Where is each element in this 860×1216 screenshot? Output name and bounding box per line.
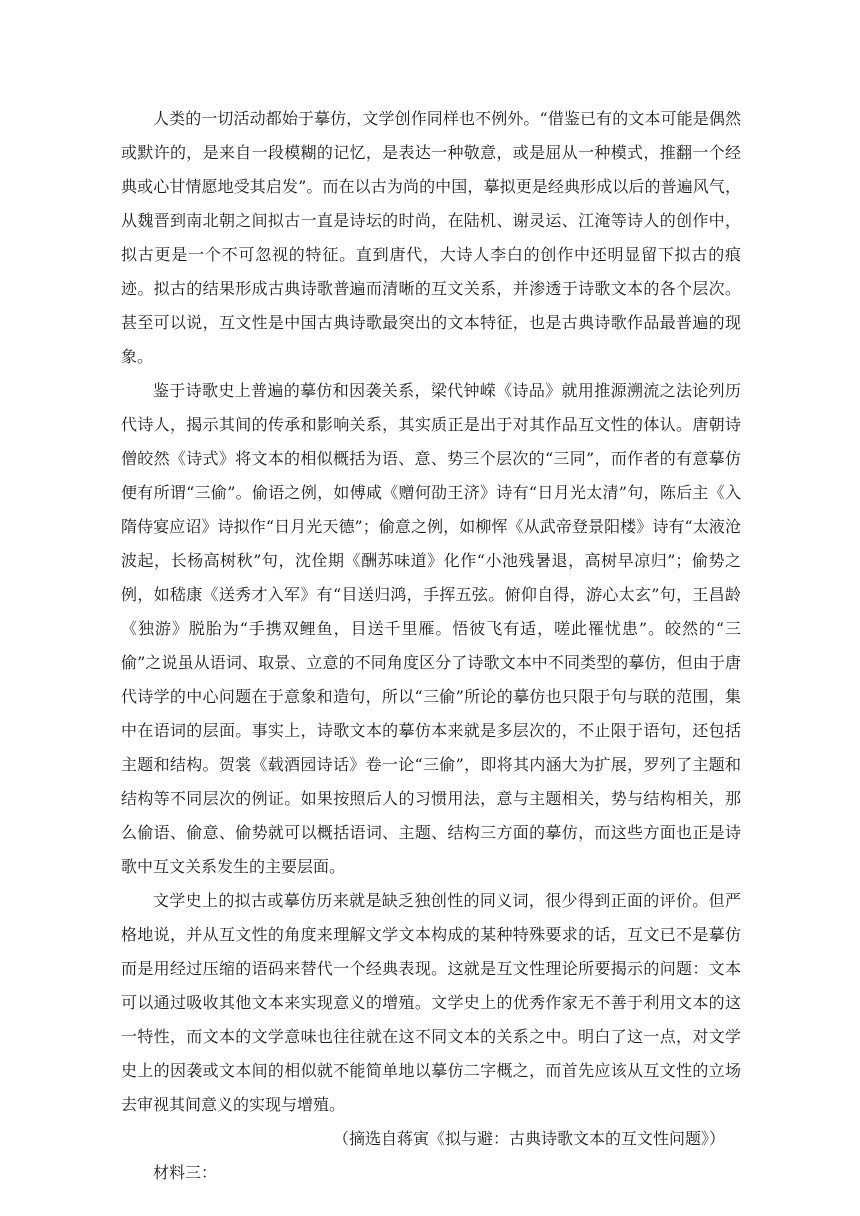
- paragraph-3: 文学史上的拟古或摹仿历来就是缺乏独创性的同义词，很少得到正面的评价。但严格地说，并从互文性的角度来理解文学文本构成的某种特殊要求的话，互文已不是摹仿而是用经过压缩的语码来替代一个经典表现。这就是互文性理论所要揭示的问题：文本可以通过吸收其他文本来实现意义的增殖。文学史上的优秀作家无不善于利用文本的这一特性，而文本的文学意味也往往就在这不同文本的关系之中。明白了这一点，对文学史上的因袭或文本间的相似就不能简单地以摹仿二字概之，而首先应该从互文性的立场去审视其间意义的实现与增殖。: [121, 891, 741, 1114]
- paragraph-2: 鉴于诗歌史上普遍的摹仿和因袭关系，梁代钟嵘《诗品》就用推源溯流之法论列历代诗人，揭示其间的传承和影响关系，其实质正是出于对其作品互文性的体认。唐朝诗僧皎然《诗式》将文本的相似概括为语、意、势三个层次的“三同”，而作者的有意摹仿便有所谓“三偷”。偷语之例，如傅咸《赠何劭王济》诗有“日月光太清”句，陈后主《入隋侍宴应诏》诗拟作“日月光天德”；偷意之例，如柳恽《从武帝登景阳楼》诗有“太液沧波起，长杨高树秋”句，沈佺期《酬苏味道》化作“小池残暑退，高树早凉归”；偷势之例，如嵇康《送秀才入军》有“目送归鸿，手挥五弦。俯仰自得，游心太玄”句，王昌龄《独游》脱胎为“手携双鲤鱼，目送千里雁。悟彼飞有适，嗟此罹忧患”。皎然的“三偷”之说虽从语词、取景、立意的不同角度区分了诗歌文本中不同类型的摹仿，但由于唐代诗学的中心问题在于意象和造句，所以“三偷”所论的摹仿也只限于句与联的范围，集中在语词的层面。事实上，诗歌文本的摹仿本来就是多层次的，不止限于语句，还包括主题和结构。贺裳《载酒园诗话》卷一论“三偷”，即将其内涵大为扩展，罗列了主题和结构等不同层次的例证。如果按照后人的习惯用法，意与主题相关，势与结构相关，那么偷语、偷意、偷势就可以概括语词、主题、结构三方面的摹仿，而这些方面也正是诗歌中互文关系发生的主要层面。: [121, 381, 741, 876]
- material-label: 材料三：: [153, 1163, 218, 1182]
- paragraph-1: 人类的一切活动都始于摹仿，文学创作同样也不例外。“借鉴已有的文本可能是偶然或默许的，是来自一段模糊的记忆，是表达一种敬意，或是屈从一种模式，推翻一个经典或心甘情愿地受其启发”。而在以古为尚的中国，摹拟更是经典形成以后的普遍风气，从魏晋到南北朝之间拟古一直是诗坛的时尚，在陆机、谢灵运、江淹等诗人的创作中，拟古更是一个不可忽视的特征。直到唐代，大诗人李白的创作中还明显留下拟古的痕迹。拟古的结果形成古典诗歌普遍而清晰的互文关系，并渗透于诗歌文本的各个层次。甚至可以说，互文性是中国古典诗歌最突出的文本特征，也是古典诗歌作品最普遍的现象。: [121, 109, 741, 366]
- document-body: [121, 102, 741, 1190]
- source-citation: （摘选自蒋寅《拟与避：古典诗歌文本的互文性问题》）: [332, 1129, 725, 1148]
